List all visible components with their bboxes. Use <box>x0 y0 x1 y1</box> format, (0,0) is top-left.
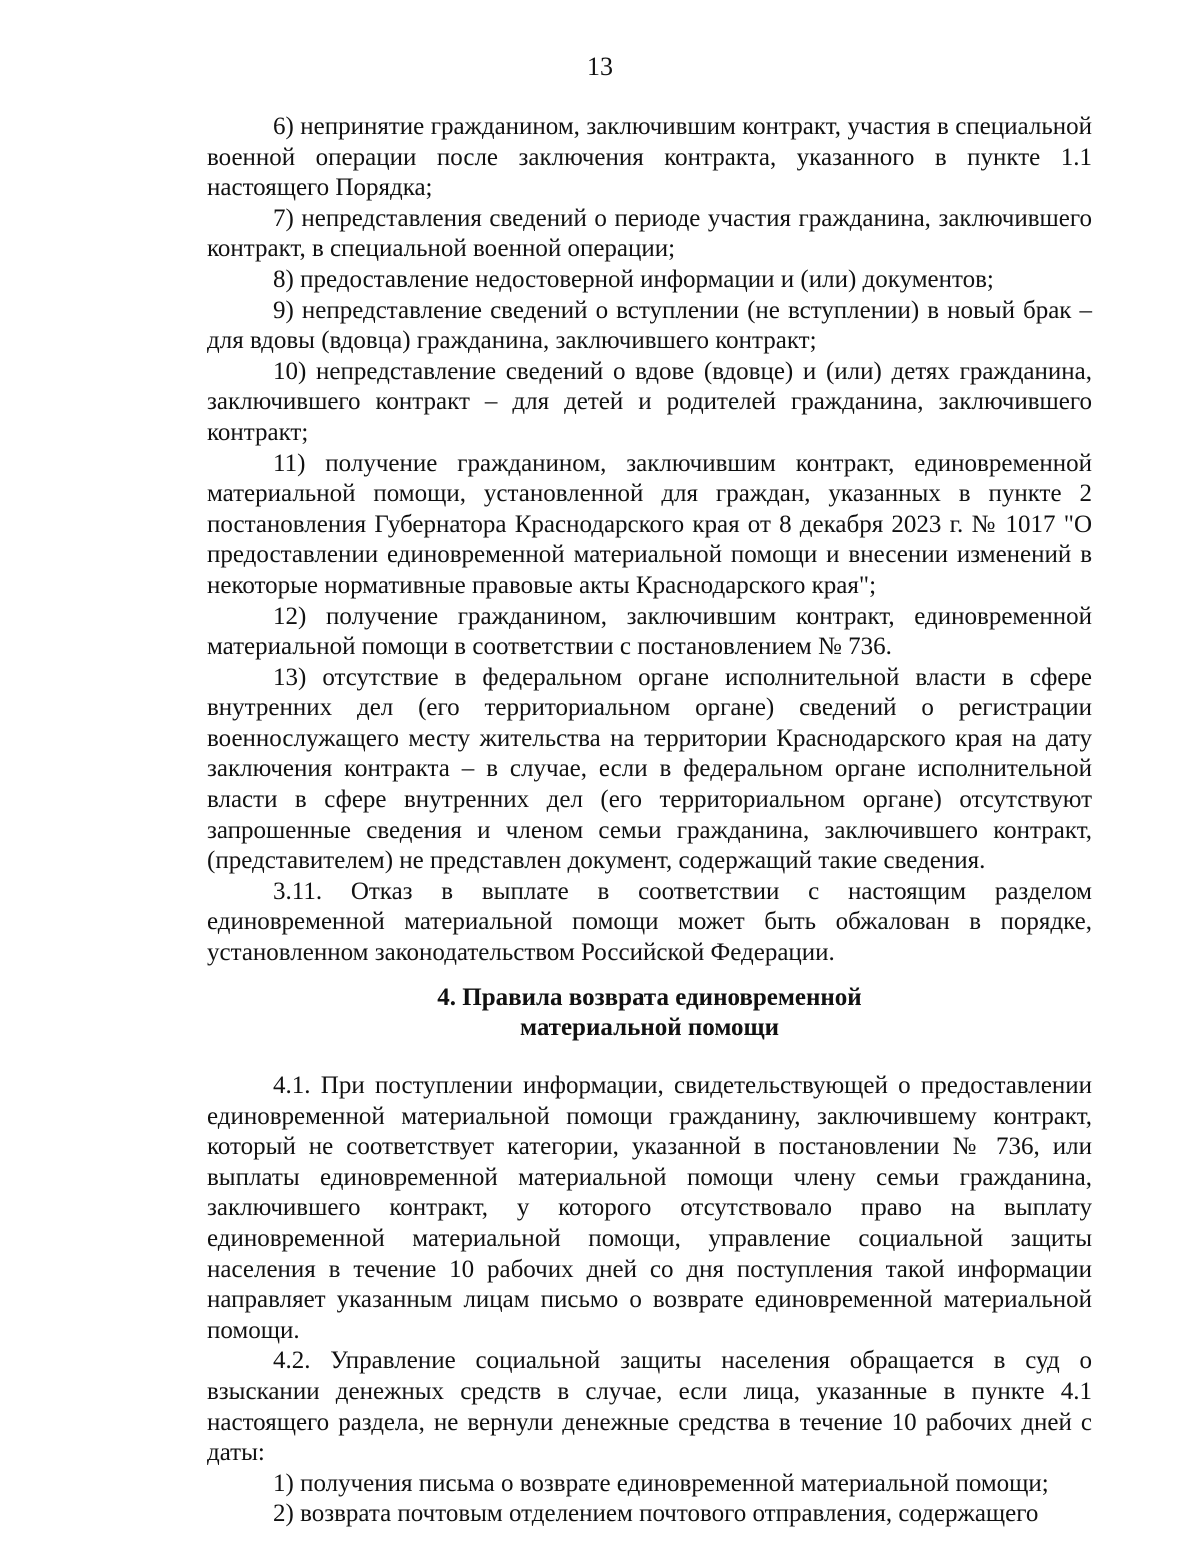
paragraph: 9) непредставление сведений о вступлении (не вступлении) в новый брак – для вдовы (вдовца) гражданина, заключившего контракт; <box>207 296 1092 355</box>
bottom-paragraphs <box>207 1071 1092 1530</box>
paragraph: 3.11. Отказ в выплате в соответствии с настоящим разделом единовременной материальной помощи может быть обжалован в порядке, установленном законодательством Российской Федерации. <box>207 877 1092 967</box>
section-heading-line: 4. Правила возврата единовременной <box>437 984 862 1011</box>
page-number: 13 <box>587 52 613 81</box>
paragraph: 1) получения письма о возврате единовременной материальной помощи; <box>273 1469 1049 1497</box>
paragraph: 12) получение гражданином, заключившим контракт, единовременной материальной помощи в соответствии с постановлением № 736. <box>207 602 1092 661</box>
paragraph: 2) возврата почтовым отделением почтового отправления, содержащего <box>273 1500 1039 1528</box>
section-heading <box>207 983 1092 1043</box>
paragraph: 10) непредставление сведений о вдове (вдовце) и (или) детях гражданина, заключившего контракт – для детей и родителей гражданина, заключившего контракт; <box>207 357 1092 446</box>
paragraph: 7) непредставления сведений о периоде участия гражданина, заключившего контракт, в специальной военной операции; <box>207 204 1092 263</box>
top-paragraphs <box>207 112 1092 969</box>
section-heading-line: материальной помощи <box>519 1014 780 1041</box>
paragraph: 8) предоставление недостоверной информации и (или) документов; <box>273 265 994 293</box>
paragraph: 4.2. Управление социальной защиты населения обращается в суд о взыскании денежных средств в случае, если лица, указанные в пункте 4.1 настоящего раздела, не вернули денежные средства в течение 10 рабочих дней с даты: <box>207 1347 1092 1467</box>
paragraph: 6) непринятие гражданином, заключившим контракт, участия в специальной военной операции после заключения контракта, указанного в пункте 1.1 настоящего Порядка; <box>207 113 1092 202</box>
paragraph: 13) отсутствие в федеральном органе исполнительной власти в сфере внутренних дел (его территориальном органе) сведений о регистрации военнослужащего месту жительства на территории Краснодарского края на дату заключения контракта – в случае, если в федеральном органе исполнительной власти в сфере внутренних дел (его территориальном органе) отсутствуют запрошенные сведения и членом семьи гражданина, заключившего контракт, (представителем) не представлен документ, содержащий такие сведения. <box>207 663 1092 875</box>
paragraph: 11) получение гражданином, заключившим контракт, единовременной материальной помощи, установленной для граждан, указанных в пункте 2 постановления Губернатора Краснодарского края от 8 декабря 2023 г. № 1017 "О предоставлении единовременной материальной помощи и внесении изменений в некоторые нормативные правовые акты Краснодарского края"; <box>207 449 1092 599</box>
paragraph: 4.1. При поступлении информации, свидетельствующей о предоставлении единовременной материальной помощи гражданину, заключившему контракт, который не соответствует категории, указанной в постановлении № 736, или выплаты единовременной материальной помощи члену семьи гражданина, заключившего контракт, у которого отсутствовало право на выплату единовременной материальной помощи, управление социальной защиты населения в течение 10 рабочих дней со дня поступления такой информации направляет указанным лицам письмо о возврате единовременной материальной помощи. <box>207 1072 1092 1344</box>
